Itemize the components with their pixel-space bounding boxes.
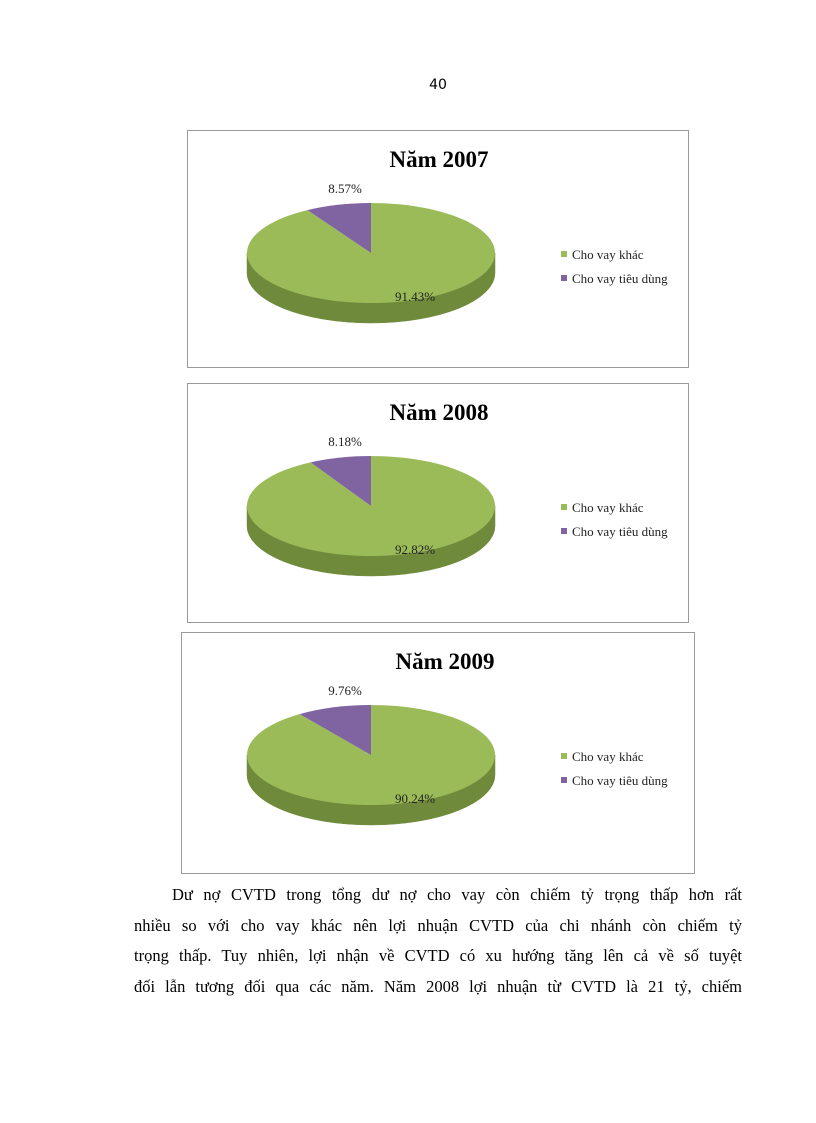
data-label-cho-vay-khac: 90.24% bbox=[394, 791, 436, 806]
pie-chart-2008-svg bbox=[188, 384, 690, 624]
body-paragraph bbox=[134, 880, 742, 1002]
pie-chart-2007 bbox=[187, 130, 689, 368]
legend-label: Cho vay khác bbox=[572, 749, 644, 764]
page-number: 40 bbox=[429, 77, 447, 93]
body-line: nhiều so với cho vay khác nên lợi nhuận CVTD của chi nhánh còn chiếm tỷ bbox=[134, 915, 742, 935]
legend-swatch bbox=[561, 504, 567, 510]
body-line: Dư nợ CVTD trong tổng dư nợ cho vay còn chiếm tỷ trọng thấp hơn rất bbox=[172, 885, 742, 904]
pie-chart-2007-svg bbox=[188, 131, 690, 369]
data-label-cho-vay-tieu-dung: 9.76% bbox=[328, 683, 362, 698]
legend-label: Cho vay khác bbox=[572, 500, 644, 515]
body-line: trọng thấp. Tuy nhiên, lợi nhận về CVTD có xu hướng tăng lên cả về số tuyệt bbox=[134, 946, 742, 965]
data-label-cho-vay-khac: 91.43% bbox=[394, 289, 436, 304]
legend-label: Cho vay tiêu dùng bbox=[572, 773, 668, 788]
legend-swatch bbox=[561, 251, 567, 257]
chart-title: Năm 2009 bbox=[395, 649, 495, 674]
chart-title: Năm 2008 bbox=[389, 400, 489, 425]
pie-chart-2009 bbox=[181, 632, 695, 874]
legend-swatch bbox=[561, 275, 567, 281]
pie-chart-2009-svg bbox=[182, 633, 696, 875]
chart-title: Năm 2007 bbox=[389, 147, 489, 172]
data-label-cho-vay-khac: 92.82% bbox=[394, 542, 436, 557]
legend-swatch bbox=[561, 528, 567, 534]
data-label-cho-vay-tieu-dung: 8.57% bbox=[328, 181, 362, 196]
legend-swatch bbox=[561, 777, 567, 783]
legend-label: Cho vay tiêu dùng bbox=[572, 524, 668, 539]
legend-label: Cho vay khác bbox=[572, 247, 644, 262]
body-line: đối lẫn tương đối qua các năm. Năm 2008 lợi nhuận từ CVTD là 21 tỷ, chiếm bbox=[134, 976, 742, 996]
data-label-cho-vay-tieu-dung: 8.18% bbox=[328, 434, 362, 449]
legend-swatch bbox=[561, 753, 567, 759]
legend-label: Cho vay tiêu dùng bbox=[572, 271, 668, 286]
pie-chart-2008 bbox=[187, 383, 689, 623]
